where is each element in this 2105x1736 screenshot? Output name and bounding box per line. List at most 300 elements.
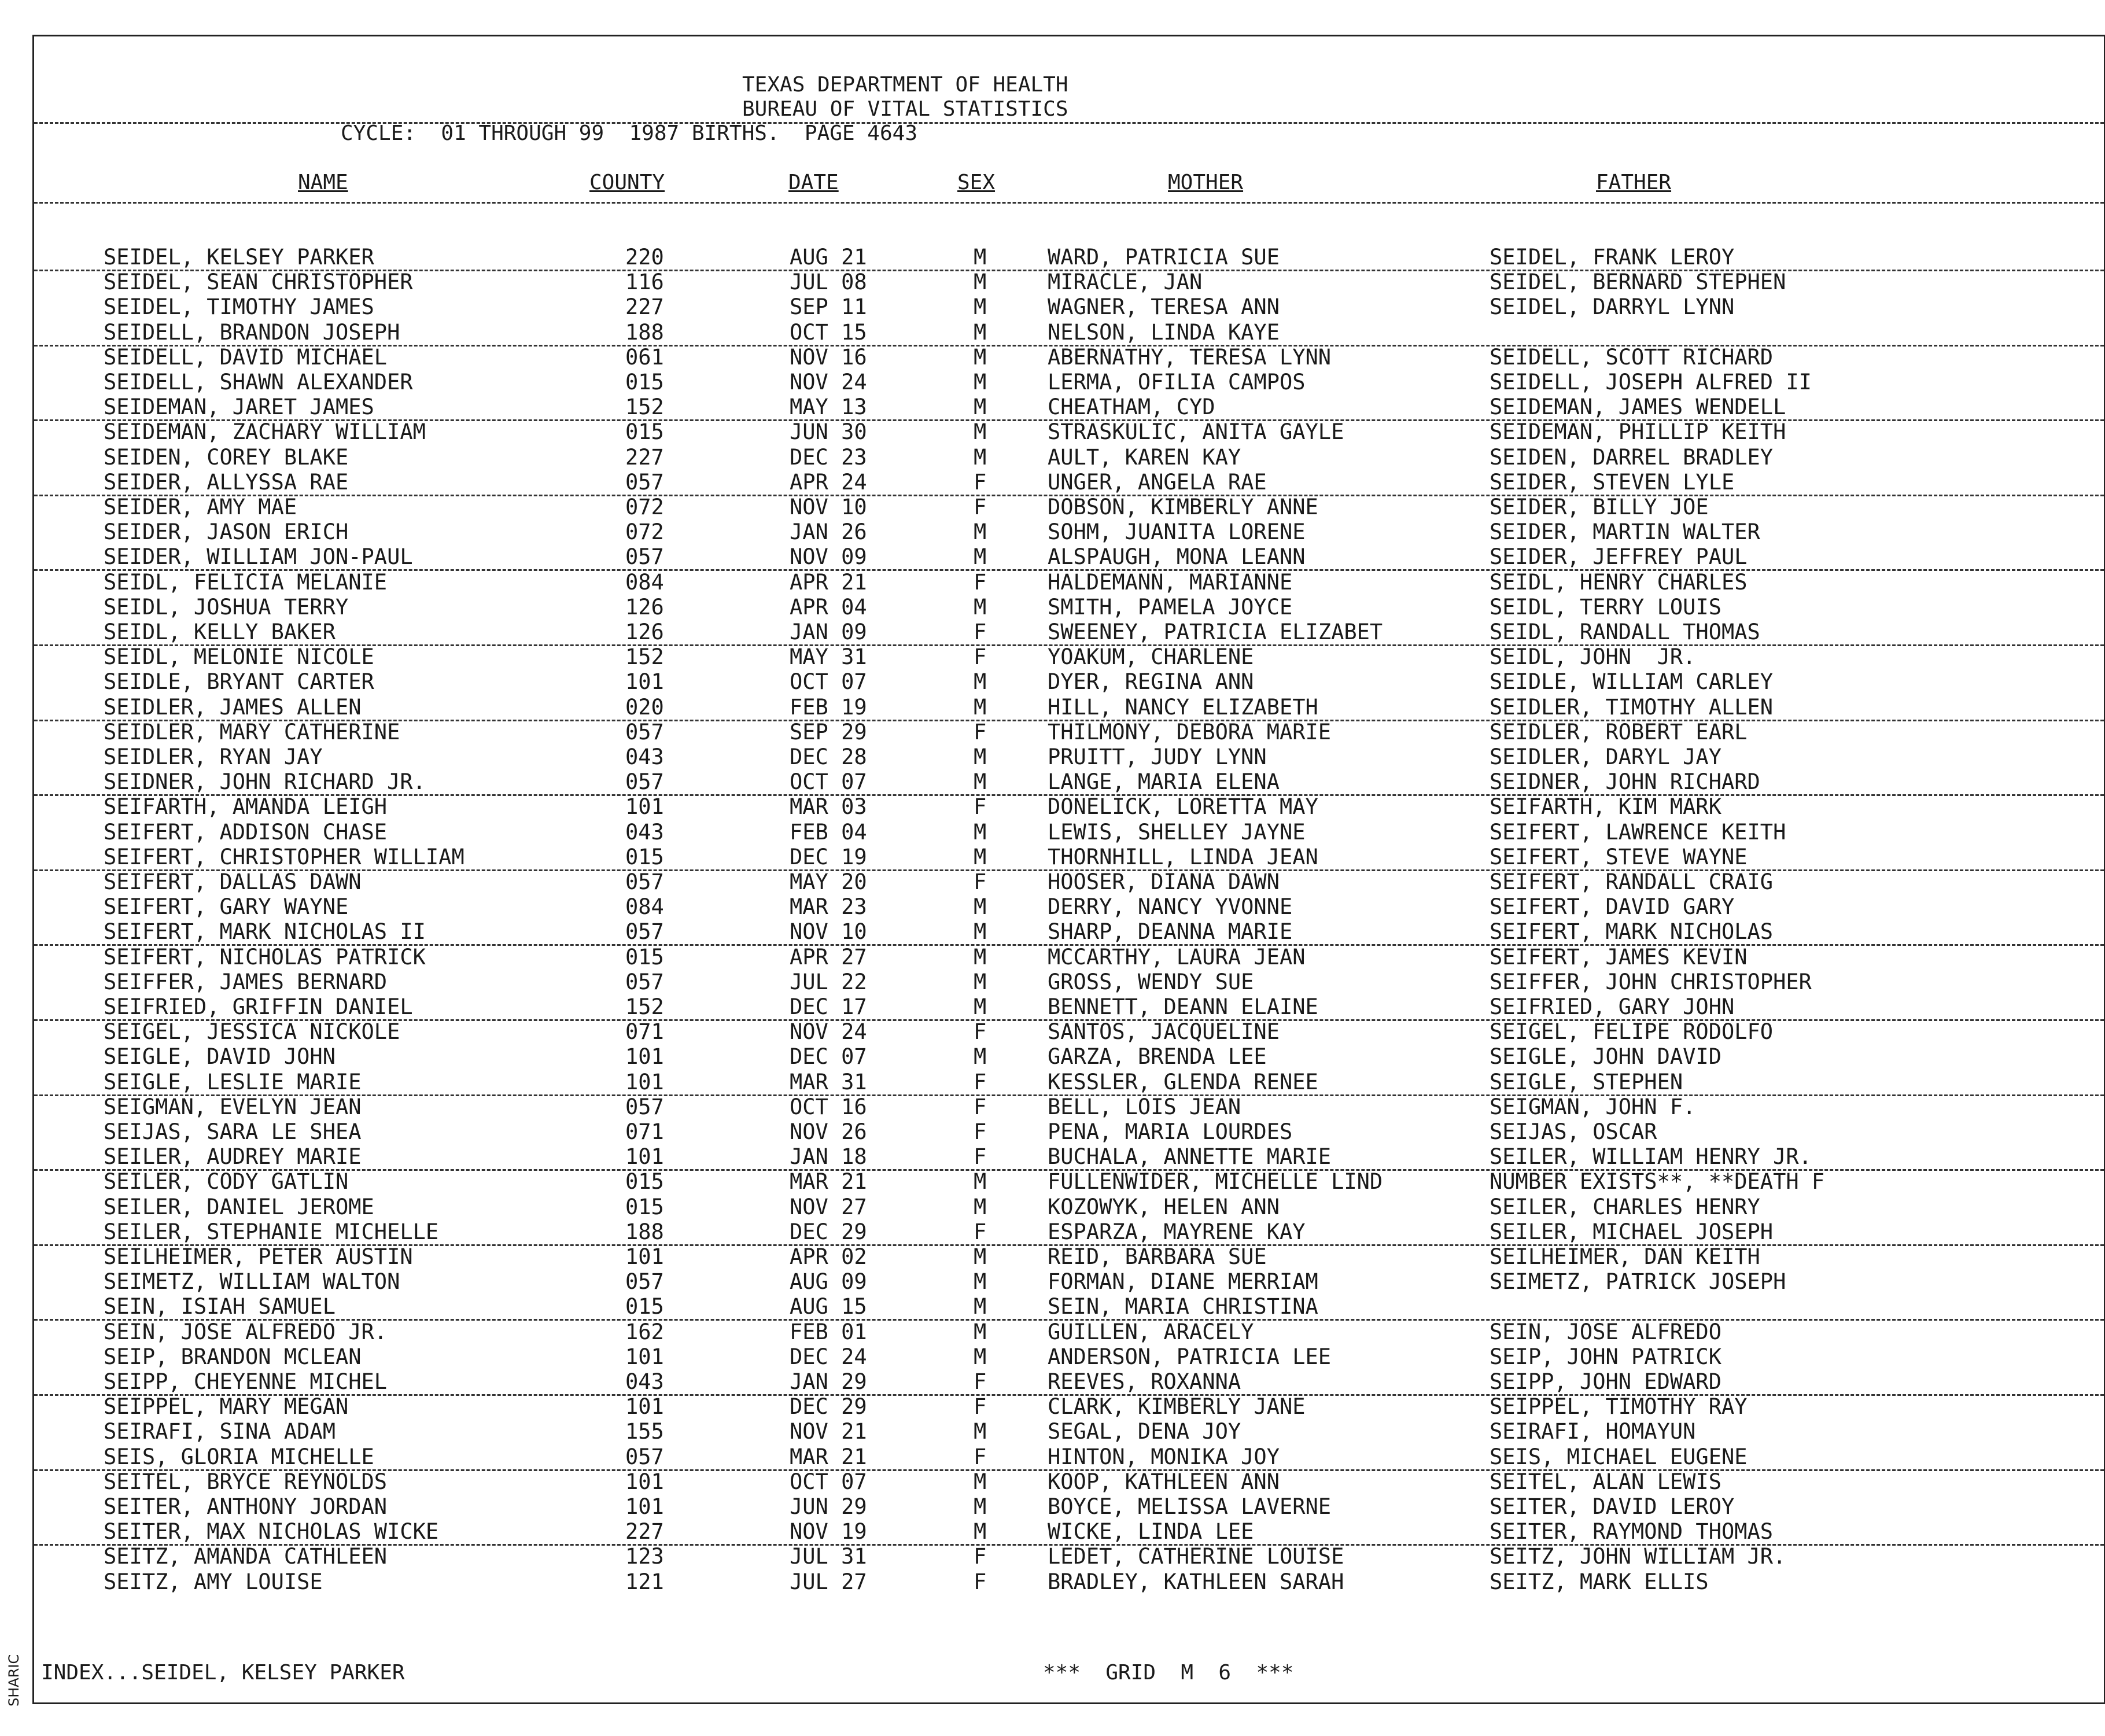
record-name: SEIN, JOSE ALFREDO JR.: [104, 1319, 388, 1344]
record-county: 101: [625, 1069, 664, 1094]
record-row: [34, 669, 2104, 694]
record-mother: PENA, MARIA LOURDES: [1048, 1119, 1293, 1144]
record-date: APR 24: [790, 469, 867, 495]
record-mother: BRADLEY, KATHLEEN SARAH: [1048, 1569, 1344, 1594]
record-county: 015: [625, 944, 664, 970]
record-father: SEIDNER, JOHN RICHARD: [1490, 769, 1760, 795]
record-county: 015: [625, 1294, 664, 1319]
record-sex: F: [974, 1019, 987, 1045]
record-row: [34, 1444, 2104, 1471]
record-mother: BOYCE, MELISSA LAVERNE: [1048, 1494, 1332, 1519]
record-date: DEC 23: [790, 444, 867, 470]
record-name: SEIFERT, NICHOLAS PATRICK: [104, 944, 426, 970]
record-sex: M: [974, 594, 987, 620]
record-mother: WICKE, LINDA LEE: [1048, 1519, 1254, 1545]
record-mother: WARD, PATRICIA SUE: [1048, 245, 1280, 270]
record-father: SEIFERT, MARK NICHOLAS: [1490, 919, 1774, 945]
record-sex: F: [974, 1444, 987, 1469]
record-name: SEIDLER, RYAN JAY: [104, 744, 323, 769]
record-mother: LERMA, OFILIA CAMPOS: [1048, 370, 1306, 395]
record-name: SEIDLER, MARY CATHERINE: [104, 719, 400, 744]
record-row: [34, 570, 2104, 595]
record-county: 057: [625, 544, 664, 570]
record-father: SEIFFER, JOHN CHRISTOPHER: [1490, 969, 1812, 994]
record-row: [34, 744, 2104, 769]
record-mother: THORNHILL, LINDA JEAN: [1048, 844, 1318, 869]
record-sex: M: [974, 894, 987, 920]
record-father: SEILER, WILLIAM HENRY JR.: [1490, 1144, 1812, 1170]
record-date: NOV 24: [790, 370, 867, 395]
record-row: [34, 1269, 2104, 1294]
record-row: [34, 894, 2104, 919]
record-mother: ALSPAUGH, MONA LEANN: [1048, 544, 1306, 570]
record-county: 057: [625, 469, 664, 495]
record-mother: HALDEMANN, MARIANNE: [1048, 569, 1293, 595]
record-mother: CHEATHAM, CYD: [1048, 395, 1215, 420]
record-sex: F: [974, 569, 987, 595]
record-name: SEIDEN, COREY BLAKE: [104, 444, 349, 470]
record-date: MAR 21: [790, 1169, 867, 1195]
record-mother: FULLENWIDER, MICHELLE LIND: [1048, 1169, 1383, 1195]
record-name: SEIP, BRANDON MCLEAN: [104, 1344, 362, 1369]
record-sex: F: [974, 1544, 987, 1569]
record-sex: F: [974, 719, 987, 744]
record-row: [34, 620, 2104, 646]
record-name: SEIFERT, MARK NICHOLAS II: [104, 919, 426, 945]
record-mother: SHARP, DEANNA MARIE: [1048, 919, 1293, 945]
record-mother: ESPARZA, MAYRENE KAY: [1048, 1219, 1306, 1244]
record-date: DEC 29: [790, 1394, 867, 1420]
record-father: SEIDEL, DARRYL LYNN: [1490, 294, 1735, 320]
record-mother: FORMAN, DIANE MERRIAM: [1048, 1269, 1318, 1295]
record-father: SEIDER, BILLY JOE: [1490, 495, 1709, 519]
record-date: JUN 29: [790, 1494, 867, 1519]
record-sex: M: [974, 994, 987, 1019]
record-father: NUMBER EXISTS**, **DEATH F: [1490, 1169, 1825, 1195]
record-date: OCT 07: [790, 769, 867, 795]
record-date: JAN 09: [790, 620, 867, 644]
record-mother: SEIN, MARIA CHRISTINA: [1048, 1294, 1318, 1319]
record-date: JUL 31: [790, 1544, 867, 1569]
record-sex: F: [974, 644, 987, 670]
record-mother: ABERNATHY, TERESA LYNN: [1048, 344, 1332, 370]
record-county: 015: [625, 370, 664, 395]
record-date: APR 02: [790, 1244, 867, 1269]
record-name: SEIDEMAN, ZACHARY WILLIAM: [104, 419, 426, 445]
record-name: SEIFERT, GARY WAYNE: [104, 894, 349, 920]
record-father: SEIDEMAN, JAMES WENDELL: [1490, 395, 1786, 420]
record-mother: STRASKULIC, ANITA GAYLE: [1048, 419, 1344, 445]
record-name: SEIDELL, BRANDON JOSEPH: [104, 319, 400, 345]
record-county: 015: [625, 844, 664, 869]
record-father: SEIDER, STEVEN LYLE: [1490, 469, 1735, 495]
record-date: APR 21: [790, 569, 867, 595]
record-row: [34, 1494, 2104, 1519]
record-name: SEILER, AUDREY MARIE: [104, 1144, 362, 1170]
column-header-father: FATHER: [1596, 171, 1672, 194]
record-row: [34, 869, 2104, 894]
record-date: MAY 31: [790, 644, 867, 670]
record-county: 188: [625, 1219, 664, 1244]
header-bureau: BUREAU OF VITAL STATISTICS: [742, 97, 1068, 121]
record-sex: M: [974, 294, 987, 320]
record-sex: M: [974, 344, 987, 370]
record-county: 015: [625, 1194, 664, 1219]
record-date: AUG 09: [790, 1269, 867, 1295]
record-sex: M: [974, 819, 987, 845]
record-father: SEIGLE, JOHN DAVID: [1490, 1044, 1721, 1070]
record-row: [34, 769, 2104, 796]
record-mother: GROSS, WENDY SUE: [1048, 969, 1254, 994]
record-county: 101: [625, 1394, 664, 1420]
record-sex: M: [974, 769, 987, 795]
record-county: 155: [625, 1419, 664, 1444]
record-date: JAN 26: [790, 519, 867, 545]
record-name: SEIN, ISIAH SAMUEL: [104, 1294, 336, 1319]
record-name: SEITER, ANTHONY JORDAN: [104, 1494, 388, 1519]
record-county: 101: [625, 669, 664, 695]
record-date: AUG 21: [790, 245, 867, 270]
record-father: SEIMETZ, PATRICK JOSEPH: [1490, 1269, 1786, 1295]
record-father: SEIJAS, OSCAR: [1490, 1119, 1657, 1144]
record-date: DEC 29: [790, 1219, 867, 1244]
record-county: 057: [625, 919, 664, 945]
record-name: SEIGLE, DAVID JOHN: [104, 1044, 336, 1070]
record-row: [34, 544, 2104, 571]
record-date: MAR 31: [790, 1069, 867, 1094]
record-date: JUL 08: [790, 270, 867, 295]
record-row: [34, 919, 2104, 946]
record-row: [34, 1369, 2104, 1396]
record-county: 101: [625, 1044, 664, 1070]
record-date: DEC 17: [790, 994, 867, 1019]
record-mother: SOHM, JUANITA LORENE: [1048, 519, 1306, 545]
record-row: [34, 395, 2104, 421]
record-county: 152: [625, 994, 664, 1019]
record-date: NOV 19: [790, 1519, 867, 1545]
record-row: [34, 1019, 2104, 1044]
record-county: 188: [625, 319, 664, 345]
record-row: [34, 1094, 2104, 1119]
record-county: 057: [625, 1444, 664, 1469]
record-name: SEITEL, BRYCE REYNOLDS: [104, 1469, 388, 1494]
record-row: [34, 1119, 2104, 1144]
record-mother: SANTOS, JACQUELINE: [1048, 1019, 1280, 1045]
record-date: OCT 15: [790, 319, 867, 345]
record-father: SEIDER, MARTIN WALTER: [1490, 519, 1760, 545]
record-mother: YOAKUM, CHARLENE: [1048, 644, 1254, 670]
record-mother: KESSLER, GLENDA RENEE: [1048, 1069, 1318, 1094]
record-row: [34, 1044, 2104, 1069]
record-mother: REID, BARBARA SUE: [1048, 1244, 1267, 1269]
record-father: SEIDLER, DARYL JAY: [1490, 744, 1721, 769]
record-row: [34, 1144, 2104, 1171]
header-agency: TEXAS DEPARTMENT OF HEALTH: [742, 73, 1068, 97]
record-date: DEC 28: [790, 744, 867, 769]
record-name: SEILHEIMER, PETER AUSTIN: [104, 1244, 413, 1269]
record-mother: SEGAL, DENA JOY: [1048, 1419, 1241, 1444]
record-name: SEIDL, JOSHUA TERRY: [104, 594, 349, 620]
record-father: SEILHEIMER, DAN KEITH: [1490, 1244, 1760, 1269]
record-county: 101: [625, 1244, 664, 1269]
record-father: SEITER, RAYMOND THOMAS: [1490, 1519, 1774, 1545]
record-sex: M: [974, 319, 987, 345]
record-name: SEILER, STEPHANIE MICHELLE: [104, 1219, 439, 1244]
column-header-date: DATE: [788, 171, 839, 194]
record-date: MAY 13: [790, 395, 867, 420]
record-county: 072: [625, 495, 664, 519]
record-sex: M: [974, 370, 987, 395]
record-father: SEIDLER, ROBERT EARL: [1490, 719, 1748, 744]
record-name: SEILER, DANIEL JEROME: [104, 1194, 374, 1219]
record-county: 057: [625, 769, 664, 795]
record-mother: NELSON, LINDA KAYE: [1048, 319, 1280, 345]
record-county: 057: [625, 1094, 664, 1119]
record-name: SEIDER, WILLIAM JON-PAUL: [104, 544, 413, 570]
record-name: SEIMETZ, WILLIAM WALTON: [104, 1269, 400, 1295]
record-mother: DYER, REGINA ANN: [1048, 669, 1254, 695]
record-mother: MCCARTHY, LAURA JEAN: [1048, 944, 1306, 970]
record-sex: M: [974, 1294, 987, 1319]
record-county: 220: [625, 245, 664, 270]
record-county: 101: [625, 1344, 664, 1369]
record-date: SEP 11: [790, 294, 867, 320]
record-sex: F: [974, 1369, 987, 1394]
record-mother: MIRACLE, JAN: [1048, 270, 1203, 295]
record-mother: CLARK, KIMBERLY JANE: [1048, 1394, 1306, 1420]
record-county: 072: [625, 519, 664, 545]
record-sex: F: [974, 1569, 987, 1594]
document-frame: [32, 35, 2105, 1704]
record-mother: LEWIS, SHELLEY JAYNE: [1048, 819, 1306, 845]
record-county: 043: [625, 1369, 664, 1394]
record-name: SEITZ, AMY LOUISE: [104, 1569, 323, 1594]
record-date: NOV 24: [790, 1019, 867, 1045]
record-date: JAN 29: [790, 1369, 867, 1394]
record-date: FEB 04: [790, 819, 867, 845]
record-date: NOV 09: [790, 544, 867, 570]
record-name: SEIFERT, ADDISON CHASE: [104, 819, 388, 845]
record-mother: DONELICK, LORETTA MAY: [1048, 794, 1318, 820]
record-father: SEIFERT, DAVID GARY: [1490, 894, 1735, 920]
record-mother: HINTON, MONIKA JOY: [1048, 1444, 1280, 1469]
record-sex: M: [974, 1319, 987, 1344]
records-list: [34, 36, 2104, 1702]
record-row: [34, 519, 2104, 544]
record-row: [34, 1195, 2104, 1219]
record-father: SEIDL, HENRY CHARLES: [1490, 569, 1748, 595]
record-name: SEIDL, MELONIE NICOLE: [104, 644, 374, 670]
record-sex: M: [974, 519, 987, 545]
record-date: APR 27: [790, 944, 867, 970]
record-father: SEIFERT, LAWRENCE KEITH: [1490, 819, 1786, 845]
record-sex: F: [974, 1394, 987, 1420]
record-row: [34, 1569, 2104, 1594]
record-county: 057: [625, 1269, 664, 1295]
record-row: [34, 720, 2104, 744]
record-father: SEIPPEL, TIMOTHY RAY: [1490, 1394, 1748, 1420]
record-father: SEIFERT, STEVE WAYNE: [1490, 844, 1748, 869]
record-row: [34, 1419, 2104, 1444]
record-father: SEIRAFI, HOMAYUN: [1490, 1419, 1696, 1444]
record-row: [34, 294, 2104, 319]
record-mother: THILMONY, DEBORA MARIE: [1048, 719, 1332, 744]
record-name: SEIGLE, LESLIE MARIE: [104, 1069, 362, 1094]
record-county: 020: [625, 694, 664, 720]
record-county: 057: [625, 719, 664, 744]
record-sex: F: [974, 620, 987, 644]
record-county: 043: [625, 819, 664, 845]
record-father: SEITEL, ALAN LEWIS: [1490, 1469, 1721, 1494]
record-mother: HILL, NANCY ELIZABETH: [1048, 694, 1318, 720]
record-county: 227: [625, 294, 664, 320]
record-row: [34, 1519, 2104, 1546]
record-row: [34, 345, 2104, 370]
record-father: SEIDLE, WILLIAM CARLEY: [1490, 669, 1774, 695]
record-mother: SWEENEY, PATRICIA ELIZABET: [1048, 620, 1383, 644]
record-date: DEC 19: [790, 844, 867, 869]
record-father: SEIDELL, JOSEPH ALFRED II: [1490, 370, 1812, 395]
record-sex: M: [974, 969, 987, 994]
record-mother: REEVES, ROXANNA: [1048, 1369, 1241, 1394]
record-date: MAR 23: [790, 894, 867, 920]
record-sex: F: [974, 495, 987, 519]
record-row: [34, 1070, 2104, 1096]
record-date: JUN 30: [790, 419, 867, 445]
record-name: SEIDER, AMY MAE: [104, 495, 297, 519]
record-name: SEIPP, CHEYENNE MICHEL: [104, 1369, 388, 1394]
record-row: [34, 470, 2104, 496]
record-father: SEIDL, JOHN JR.: [1490, 644, 1696, 670]
record-sex: M: [974, 1194, 987, 1219]
record-county: 071: [625, 1019, 664, 1045]
record-mother: SMITH, PAMELA JOYCE: [1048, 594, 1293, 620]
record-row: [34, 845, 2104, 871]
record-name: SEIGEL, JESSICA NICKOLE: [104, 1019, 400, 1045]
record-county: 227: [625, 1519, 664, 1545]
record-date: FEB 19: [790, 694, 867, 720]
record-sex: M: [974, 1419, 987, 1444]
record-county: 101: [625, 1494, 664, 1519]
record-name: SEIRAFI, SINA ADAM: [104, 1419, 336, 1444]
record-sex: M: [974, 395, 987, 420]
record-county: 126: [625, 594, 664, 620]
record-father: SEIDEL, BERNARD STEPHEN: [1490, 270, 1786, 295]
record-father: SEIS, MICHAEL EUGENE: [1490, 1444, 1748, 1469]
record-mother: GUILLEN, ARACELY: [1048, 1319, 1254, 1344]
record-date: JUL 27: [790, 1569, 867, 1594]
record-name: SEIDL, KELLY BAKER: [104, 620, 336, 644]
record-county: 116: [625, 270, 664, 295]
record-father: SEIFERT, JAMES KEVIN: [1490, 944, 1748, 970]
record-name: SEIDNER, JOHN RICHARD JR.: [104, 769, 426, 795]
record-row: [34, 245, 2104, 271]
record-name: SEILER, CODY GATLIN: [104, 1169, 349, 1195]
record-date: OCT 16: [790, 1094, 867, 1119]
record-name: SEIDL, FELICIA MELANIE: [104, 569, 388, 595]
record-father: SEIDEL, FRANK LEROY: [1490, 245, 1735, 270]
record-county: 015: [625, 419, 664, 445]
record-name: SEIDEL, SEAN CHRISTOPHER: [104, 270, 413, 295]
record-name: SEITER, MAX NICHOLAS WICKE: [104, 1519, 439, 1545]
record-name: SEIJAS, SARA LE SHEA: [104, 1119, 362, 1144]
side-label: SHARIC: [6, 1654, 22, 1706]
record-sex: F: [974, 869, 987, 894]
record-date: MAR 03: [790, 794, 867, 820]
record-name: SEIPPEL, MARY MEGAN: [104, 1394, 349, 1420]
record-date: NOV 21: [790, 1419, 867, 1444]
footer-index: INDEX...SEIDEL, KELSEY PARKER: [41, 1661, 405, 1685]
record-row: [34, 1169, 2104, 1194]
record-father: SEILER, MICHAEL JOSEPH: [1490, 1219, 1774, 1244]
column-header-mother: MOTHER: [1168, 171, 1244, 194]
record-name: SEIDER, JASON ERICH: [104, 519, 349, 545]
record-father: SEIDEMAN, PHILLIP KEITH: [1490, 419, 1786, 445]
record-name: SEIDLE, BRYANT CARTER: [104, 669, 374, 695]
record-date: NOV 27: [790, 1194, 867, 1219]
record-father: SEIGLE, STEPHEN: [1490, 1069, 1683, 1094]
record-name: SEIS, GLORIA MICHELLE: [104, 1444, 374, 1469]
record-father: SEIFARTH, KIM MARK: [1490, 794, 1721, 820]
record-date: DEC 24: [790, 1344, 867, 1369]
record-mother: LEDET, CATHERINE LOUISE: [1048, 1544, 1344, 1569]
record-sex: M: [974, 1494, 987, 1519]
record-father: SEIFERT, RANDALL CRAIG: [1490, 869, 1774, 894]
record-row: [34, 270, 2104, 294]
record-mother: KOZOWYK, HELEN ANN: [1048, 1194, 1280, 1219]
record-mother: DERRY, NANCY YVONNE: [1048, 894, 1293, 920]
record-sex: M: [974, 1244, 987, 1269]
record-sex: M: [974, 744, 987, 769]
record-county: 084: [625, 894, 664, 920]
record-father: SEIPP, JOHN EDWARD: [1490, 1369, 1721, 1394]
record-row: [34, 370, 2104, 395]
record-name: SEIDLER, JAMES ALLEN: [104, 694, 362, 720]
record-county: 084: [625, 569, 664, 595]
record-county: 057: [625, 869, 664, 894]
record-mother: LANGE, MARIA ELENA: [1048, 769, 1280, 795]
record-date: DEC 07: [790, 1044, 867, 1070]
record-name: SEIDELL, SHAWN ALEXANDER: [104, 370, 413, 395]
record-mother: DOBSON, KIMBERLY ANNE: [1048, 495, 1318, 519]
record-father: SEIDL, TERRY LOUIS: [1490, 594, 1721, 620]
record-row: [34, 994, 2104, 1021]
record-date: OCT 07: [790, 1469, 867, 1494]
record-sex: F: [974, 1119, 987, 1144]
record-mother: AULT, KAREN KAY: [1048, 444, 1241, 470]
record-sex: M: [974, 444, 987, 470]
record-county: 227: [625, 444, 664, 470]
record-county: 121: [625, 1569, 664, 1594]
record-date: FEB 01: [790, 1319, 867, 1344]
record-sex: M: [974, 245, 987, 270]
record-name: SEIFERT, DALLAS DAWN: [104, 869, 362, 894]
record-sex: F: [974, 1219, 987, 1244]
record-row: [34, 1394, 2104, 1419]
record-name: SEIFRIED, GRIFFIN DANIEL: [104, 994, 413, 1019]
record-date: SEP 29: [790, 719, 867, 744]
record-name: SEIDER, ALLYSSA RAE: [104, 469, 349, 495]
record-row: [34, 320, 2104, 347]
record-date: MAY 20: [790, 869, 867, 894]
column-header-sex: SEX: [957, 171, 996, 194]
record-row: [34, 695, 2104, 721]
record-date: OCT 07: [790, 669, 867, 695]
record-father: SEIDLER, TIMOTHY ALLEN: [1490, 694, 1774, 720]
column-header-name: NAME: [298, 171, 348, 194]
record-sex: F: [974, 1144, 987, 1170]
record-father: SEIDEN, DARREL BRADLEY: [1490, 444, 1774, 470]
